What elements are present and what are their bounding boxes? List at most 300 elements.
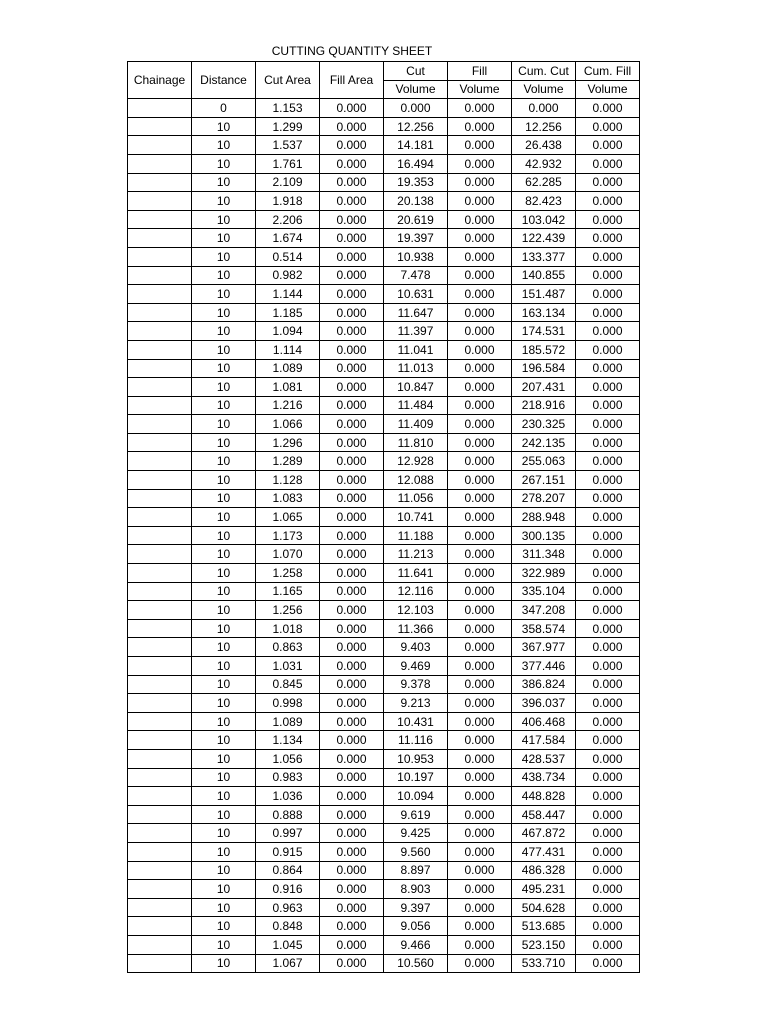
cell-fill-area: 0.000 <box>320 935 384 954</box>
cell-fill-volume: 0.000 <box>448 489 512 508</box>
cell-fill-area: 0.000 <box>320 712 384 731</box>
cell-cum-cut-volume: 358.574 <box>512 619 576 638</box>
cell-cum-fill-volume: 0.000 <box>576 433 640 452</box>
cell-cum-fill-volume: 0.000 <box>576 619 640 638</box>
cell-cum-cut-volume: 133.377 <box>512 247 576 266</box>
header-cum-fill-bottom: Volume <box>576 80 640 99</box>
table-row <box>128 657 640 676</box>
cell-distance: 10 <box>192 154 256 173</box>
cell-fill-area: 0.000 <box>320 471 384 490</box>
cell-cut-volume: 11.188 <box>384 526 448 545</box>
table-row <box>128 192 640 211</box>
header-cum-cut-bottom: Volume <box>512 80 576 99</box>
cell-cum-cut-volume: 367.977 <box>512 638 576 657</box>
cell-cum-fill-volume: 0.000 <box>576 638 640 657</box>
cell-chainage <box>128 954 192 973</box>
cell-cum-fill-volume: 0.000 <box>576 378 640 397</box>
cell-distance: 10 <box>192 489 256 508</box>
cell-chainage <box>128 526 192 545</box>
cell-cut-volume: 11.116 <box>384 731 448 750</box>
table-row <box>128 675 640 694</box>
cell-chainage <box>128 285 192 304</box>
cell-distance: 10 <box>192 749 256 768</box>
header-row <box>128 62 640 81</box>
cell-distance: 10 <box>192 545 256 564</box>
cell-chainage <box>128 322 192 341</box>
cell-cum-cut-volume: 0.000 <box>512 99 576 118</box>
cell-fill-area: 0.000 <box>320 545 384 564</box>
cell-cut-volume: 20.619 <box>384 210 448 229</box>
cell-distance: 10 <box>192 415 256 434</box>
cell-chainage <box>128 266 192 285</box>
cell-cum-cut-volume: 288.948 <box>512 508 576 527</box>
cell-fill-volume: 0.000 <box>448 415 512 434</box>
cell-cut-area: 0.997 <box>256 824 320 843</box>
cell-fill-area: 0.000 <box>320 768 384 787</box>
cell-fill-volume: 0.000 <box>448 136 512 155</box>
cell-distance: 10 <box>192 136 256 155</box>
cell-cum-cut-volume: 218.916 <box>512 396 576 415</box>
cell-chainage <box>128 229 192 248</box>
cell-cum-cut-volume: 82.423 <box>512 192 576 211</box>
cell-cum-fill-volume: 0.000 <box>576 359 640 378</box>
table-row <box>128 861 640 880</box>
cell-fill-area: 0.000 <box>320 266 384 285</box>
cell-chainage <box>128 359 192 378</box>
cell-chainage <box>128 154 192 173</box>
cell-cum-fill-volume: 0.000 <box>576 601 640 620</box>
cell-cut-area: 1.089 <box>256 359 320 378</box>
cell-distance: 10 <box>192 452 256 471</box>
cell-cum-cut-volume: 42.932 <box>512 154 576 173</box>
cell-cum-cut-volume: 513.685 <box>512 917 576 936</box>
cell-cut-volume: 0.000 <box>384 99 448 118</box>
cell-fill-volume: 0.000 <box>448 396 512 415</box>
table-row <box>128 712 640 731</box>
cell-cut-area: 1.067 <box>256 954 320 973</box>
cell-cut-volume: 8.897 <box>384 861 448 880</box>
cell-cut-area: 1.045 <box>256 935 320 954</box>
table-row <box>128 396 640 415</box>
cell-cum-fill-volume: 0.000 <box>576 154 640 173</box>
cell-cum-fill-volume: 0.000 <box>576 880 640 899</box>
cell-cut-volume: 19.397 <box>384 229 448 248</box>
cell-distance: 10 <box>192 303 256 322</box>
cell-chainage <box>128 582 192 601</box>
cell-cut-volume: 10.197 <box>384 768 448 787</box>
cell-cum-cut-volume: 396.037 <box>512 694 576 713</box>
cell-fill-area: 0.000 <box>320 285 384 304</box>
cell-distance: 10 <box>192 935 256 954</box>
cell-distance: 10 <box>192 229 256 248</box>
cell-cut-volume: 10.953 <box>384 749 448 768</box>
cell-cut-volume: 11.366 <box>384 619 448 638</box>
cell-distance: 10 <box>192 396 256 415</box>
cell-chainage <box>128 824 192 843</box>
cell-cum-fill-volume: 0.000 <box>576 787 640 806</box>
table-row <box>128 601 640 620</box>
cell-cut-area: 1.081 <box>256 378 320 397</box>
cell-chainage <box>128 173 192 192</box>
table-row <box>128 415 640 434</box>
cell-cut-area: 2.206 <box>256 210 320 229</box>
cell-cut-area: 1.674 <box>256 229 320 248</box>
cell-cut-volume: 10.847 <box>384 378 448 397</box>
cell-fill-area: 0.000 <box>320 731 384 750</box>
table-row <box>128 340 640 359</box>
cell-chainage <box>128 601 192 620</box>
header-cut-area: Cut Area <box>256 62 320 99</box>
cell-cum-fill-volume: 0.000 <box>576 657 640 676</box>
cell-fill-area: 0.000 <box>320 898 384 917</box>
table-row <box>128 749 640 768</box>
cell-cut-area: 1.036 <box>256 787 320 806</box>
table-row <box>128 117 640 136</box>
cell-chainage <box>128 415 192 434</box>
cell-cut-area: 1.216 <box>256 396 320 415</box>
cell-fill-volume: 0.000 <box>448 657 512 676</box>
cell-distance: 0 <box>192 99 256 118</box>
cell-fill-volume: 0.000 <box>448 842 512 861</box>
cell-fill-volume: 0.000 <box>448 210 512 229</box>
cell-cut-volume: 11.397 <box>384 322 448 341</box>
quantity-table <box>127 61 640 973</box>
cell-cum-fill-volume: 0.000 <box>576 285 640 304</box>
cell-fill-area: 0.000 <box>320 247 384 266</box>
cell-chainage <box>128 303 192 322</box>
cell-cut-area: 1.083 <box>256 489 320 508</box>
cell-fill-volume: 0.000 <box>448 378 512 397</box>
cell-fill-volume: 0.000 <box>448 601 512 620</box>
cell-fill-area: 0.000 <box>320 954 384 973</box>
cell-cut-area: 1.089 <box>256 712 320 731</box>
cell-chainage <box>128 638 192 657</box>
table-body <box>128 99 640 973</box>
cell-fill-area: 0.000 <box>320 880 384 899</box>
table-row <box>128 359 640 378</box>
cell-chainage <box>128 192 192 211</box>
cell-cum-fill-volume: 0.000 <box>576 322 640 341</box>
cell-fill-area: 0.000 <box>320 619 384 638</box>
cell-chainage <box>128 768 192 787</box>
cell-cut-volume: 11.484 <box>384 396 448 415</box>
cell-fill-area: 0.000 <box>320 303 384 322</box>
cell-cum-fill-volume: 0.000 <box>576 712 640 731</box>
cell-fill-volume: 0.000 <box>448 229 512 248</box>
cell-cut-area: 0.888 <box>256 805 320 824</box>
table-row <box>128 880 640 899</box>
cell-cum-cut-volume: 377.446 <box>512 657 576 676</box>
cell-fill-area: 0.000 <box>320 396 384 415</box>
cell-cut-volume: 12.103 <box>384 601 448 620</box>
cell-cum-cut-volume: 300.135 <box>512 526 576 545</box>
cell-fill-volume: 0.000 <box>448 508 512 527</box>
cell-cut-area: 1.065 <box>256 508 320 527</box>
cell-distance: 10 <box>192 619 256 638</box>
cell-cut-volume: 8.903 <box>384 880 448 899</box>
cell-fill-area: 0.000 <box>320 749 384 768</box>
cell-fill-volume: 0.000 <box>448 303 512 322</box>
cell-fill-area: 0.000 <box>320 582 384 601</box>
table-row <box>128 508 640 527</box>
cell-cut-volume: 9.056 <box>384 917 448 936</box>
cell-fill-volume: 0.000 <box>448 433 512 452</box>
cell-cum-cut-volume: 185.572 <box>512 340 576 359</box>
table-row <box>128 322 640 341</box>
table-row <box>128 898 640 917</box>
table-row <box>128 824 640 843</box>
table-row <box>128 489 640 508</box>
table-row <box>128 136 640 155</box>
cell-cut-area: 1.066 <box>256 415 320 434</box>
cell-chainage <box>128 842 192 861</box>
cell-chainage <box>128 471 192 490</box>
cell-cum-fill-volume: 0.000 <box>576 545 640 564</box>
cell-cut-area: 1.256 <box>256 601 320 620</box>
cell-fill-volume: 0.000 <box>448 954 512 973</box>
cell-cut-volume: 12.116 <box>384 582 448 601</box>
cell-distance: 10 <box>192 322 256 341</box>
cell-cum-fill-volume: 0.000 <box>576 99 640 118</box>
cell-cut-volume: 7.478 <box>384 266 448 285</box>
cell-chainage <box>128 340 192 359</box>
cell-cut-area: 1.144 <box>256 285 320 304</box>
cell-fill-volume: 0.000 <box>448 824 512 843</box>
cell-cut-volume: 11.041 <box>384 340 448 359</box>
cell-chainage <box>128 694 192 713</box>
cell-cum-cut-volume: 140.855 <box>512 266 576 285</box>
cell-cum-fill-volume: 0.000 <box>576 210 640 229</box>
cell-cum-fill-volume: 0.000 <box>576 954 640 973</box>
cell-cut-area: 0.982 <box>256 266 320 285</box>
cell-chainage <box>128 508 192 527</box>
cell-distance: 10 <box>192 917 256 936</box>
cell-cut-volume: 9.403 <box>384 638 448 657</box>
cell-cut-area: 1.153 <box>256 99 320 118</box>
cell-cut-volume: 11.409 <box>384 415 448 434</box>
cell-cut-volume: 14.181 <box>384 136 448 155</box>
cell-cut-volume: 11.013 <box>384 359 448 378</box>
cell-chainage <box>128 675 192 694</box>
table-row <box>128 210 640 229</box>
cell-cum-fill-volume: 0.000 <box>576 192 640 211</box>
cell-distance: 10 <box>192 805 256 824</box>
cell-distance: 10 <box>192 266 256 285</box>
cell-cum-fill-volume: 0.000 <box>576 675 640 694</box>
cell-cum-cut-volume: 438.734 <box>512 768 576 787</box>
table-row <box>128 768 640 787</box>
cell-cum-fill-volume: 0.000 <box>576 136 640 155</box>
cell-distance: 10 <box>192 378 256 397</box>
header-cum-cut-top: Cum. Cut <box>512 62 576 81</box>
cell-cut-volume: 20.138 <box>384 192 448 211</box>
cell-cut-volume: 11.647 <box>384 303 448 322</box>
cell-fill-volume: 0.000 <box>448 266 512 285</box>
cell-fill-volume: 0.000 <box>448 712 512 731</box>
cell-fill-area: 0.000 <box>320 117 384 136</box>
cell-fill-volume: 0.000 <box>448 880 512 899</box>
cell-cut-volume: 11.056 <box>384 489 448 508</box>
table-row <box>128 99 640 118</box>
cell-cum-fill-volume: 0.000 <box>576 303 640 322</box>
cell-fill-area: 0.000 <box>320 210 384 229</box>
cell-cum-cut-volume: 207.431 <box>512 378 576 397</box>
cell-cum-cut-volume: 311.348 <box>512 545 576 564</box>
cell-cum-cut-volume: 386.824 <box>512 675 576 694</box>
cell-fill-volume: 0.000 <box>448 638 512 657</box>
cell-chainage <box>128 787 192 806</box>
cell-fill-volume: 0.000 <box>448 619 512 638</box>
cell-cut-area: 0.916 <box>256 880 320 899</box>
cell-cum-fill-volume: 0.000 <box>576 340 640 359</box>
cell-distance: 10 <box>192 954 256 973</box>
cell-cut-volume: 10.938 <box>384 247 448 266</box>
cell-fill-area: 0.000 <box>320 861 384 880</box>
cell-fill-area: 0.000 <box>320 489 384 508</box>
cell-cut-volume: 10.431 <box>384 712 448 731</box>
cell-cut-area: 1.537 <box>256 136 320 155</box>
cell-fill-volume: 0.000 <box>448 340 512 359</box>
table-row <box>128 619 640 638</box>
cell-cum-cut-volume: 406.468 <box>512 712 576 731</box>
cell-cum-fill-volume: 0.000 <box>576 117 640 136</box>
table-row <box>128 787 640 806</box>
cell-cum-cut-volume: 12.256 <box>512 117 576 136</box>
cell-distance: 10 <box>192 861 256 880</box>
cell-fill-area: 0.000 <box>320 359 384 378</box>
cell-cut-area: 1.165 <box>256 582 320 601</box>
cell-fill-volume: 0.000 <box>448 935 512 954</box>
cell-fill-volume: 0.000 <box>448 526 512 545</box>
cell-fill-area: 0.000 <box>320 508 384 527</box>
table-row <box>128 285 640 304</box>
cell-cut-area: 1.114 <box>256 340 320 359</box>
cell-fill-volume: 0.000 <box>448 582 512 601</box>
cell-fill-area: 0.000 <box>320 638 384 657</box>
header-fill-volume-top: Fill <box>448 62 512 81</box>
cell-distance: 10 <box>192 638 256 657</box>
cell-cut-area: 0.963 <box>256 898 320 917</box>
cell-distance: 10 <box>192 433 256 452</box>
cell-fill-volume: 0.000 <box>448 117 512 136</box>
cell-chainage <box>128 898 192 917</box>
cell-fill-volume: 0.000 <box>448 898 512 917</box>
cell-cum-cut-volume: 458.447 <box>512 805 576 824</box>
cell-distance: 10 <box>192 824 256 843</box>
table-row <box>128 582 640 601</box>
cell-cut-area: 1.289 <box>256 452 320 471</box>
cell-chainage <box>128 210 192 229</box>
table-row <box>128 935 640 954</box>
cell-cut-volume: 19.353 <box>384 173 448 192</box>
cell-cum-cut-volume: 278.207 <box>512 489 576 508</box>
cell-cut-area: 1.185 <box>256 303 320 322</box>
cell-fill-area: 0.000 <box>320 99 384 118</box>
header-cut-volume-bottom: Volume <box>384 80 448 99</box>
cell-cum-cut-volume: 174.531 <box>512 322 576 341</box>
cell-cut-volume: 10.631 <box>384 285 448 304</box>
cell-cut-area: 1.761 <box>256 154 320 173</box>
cell-cum-cut-volume: 417.584 <box>512 731 576 750</box>
cell-fill-volume: 0.000 <box>448 564 512 583</box>
cell-fill-volume: 0.000 <box>448 99 512 118</box>
cell-cum-fill-volume: 0.000 <box>576 805 640 824</box>
cell-cum-cut-volume: 26.438 <box>512 136 576 155</box>
cell-chainage <box>128 712 192 731</box>
cell-distance: 10 <box>192 117 256 136</box>
cell-chainage <box>128 657 192 676</box>
cell-cut-area: 0.864 <box>256 861 320 880</box>
cell-cut-volume: 11.810 <box>384 433 448 452</box>
cell-cut-area: 1.070 <box>256 545 320 564</box>
cell-cum-cut-volume: 448.828 <box>512 787 576 806</box>
cell-fill-volume: 0.000 <box>448 285 512 304</box>
cell-cut-area: 0.845 <box>256 675 320 694</box>
cell-distance: 10 <box>192 712 256 731</box>
cell-fill-volume: 0.000 <box>448 805 512 824</box>
table-row <box>128 303 640 322</box>
table-row <box>128 154 640 173</box>
cell-cut-area: 1.134 <box>256 731 320 750</box>
cell-chainage <box>128 247 192 266</box>
cell-cum-cut-volume: 504.628 <box>512 898 576 917</box>
cell-fill-volume: 0.000 <box>448 768 512 787</box>
cell-distance: 10 <box>192 880 256 899</box>
cell-fill-area: 0.000 <box>320 787 384 806</box>
cell-distance: 10 <box>192 285 256 304</box>
cell-cum-cut-volume: 122.439 <box>512 229 576 248</box>
cell-distance: 10 <box>192 564 256 583</box>
cell-fill-volume: 0.000 <box>448 787 512 806</box>
cell-cut-volume: 9.619 <box>384 805 448 824</box>
cell-cum-fill-volume: 0.000 <box>576 768 640 787</box>
cell-cum-fill-volume: 0.000 <box>576 247 640 266</box>
cell-chainage <box>128 489 192 508</box>
cell-fill-volume: 0.000 <box>448 247 512 266</box>
cell-fill-area: 0.000 <box>320 805 384 824</box>
cell-fill-area: 0.000 <box>320 192 384 211</box>
cell-cum-fill-volume: 0.000 <box>576 489 640 508</box>
cell-cum-cut-volume: 533.710 <box>512 954 576 973</box>
cell-distance: 10 <box>192 247 256 266</box>
table-row <box>128 526 640 545</box>
cell-fill-volume: 0.000 <box>448 322 512 341</box>
cell-cut-area: 1.299 <box>256 117 320 136</box>
table-row <box>128 173 640 192</box>
cell-cut-area: 0.983 <box>256 768 320 787</box>
cell-cut-volume: 12.088 <box>384 471 448 490</box>
cell-cut-volume: 10.741 <box>384 508 448 527</box>
cell-chainage <box>128 117 192 136</box>
cell-cum-fill-volume: 0.000 <box>576 564 640 583</box>
cell-cut-area: 1.258 <box>256 564 320 583</box>
cell-distance: 10 <box>192 582 256 601</box>
cell-cut-area: 1.296 <box>256 433 320 452</box>
table-row <box>128 842 640 861</box>
table-row <box>128 694 640 713</box>
cell-distance: 10 <box>192 340 256 359</box>
cell-cum-fill-volume: 0.000 <box>576 749 640 768</box>
cell-cut-volume: 10.560 <box>384 954 448 973</box>
cell-cum-fill-volume: 0.000 <box>576 508 640 527</box>
cell-cum-fill-volume: 0.000 <box>576 842 640 861</box>
cell-cut-area: 2.109 <box>256 173 320 192</box>
cell-fill-volume: 0.000 <box>448 749 512 768</box>
cell-chainage <box>128 545 192 564</box>
header-fill-area: Fill Area <box>320 62 384 99</box>
cell-fill-area: 0.000 <box>320 694 384 713</box>
cell-fill-area: 0.000 <box>320 229 384 248</box>
